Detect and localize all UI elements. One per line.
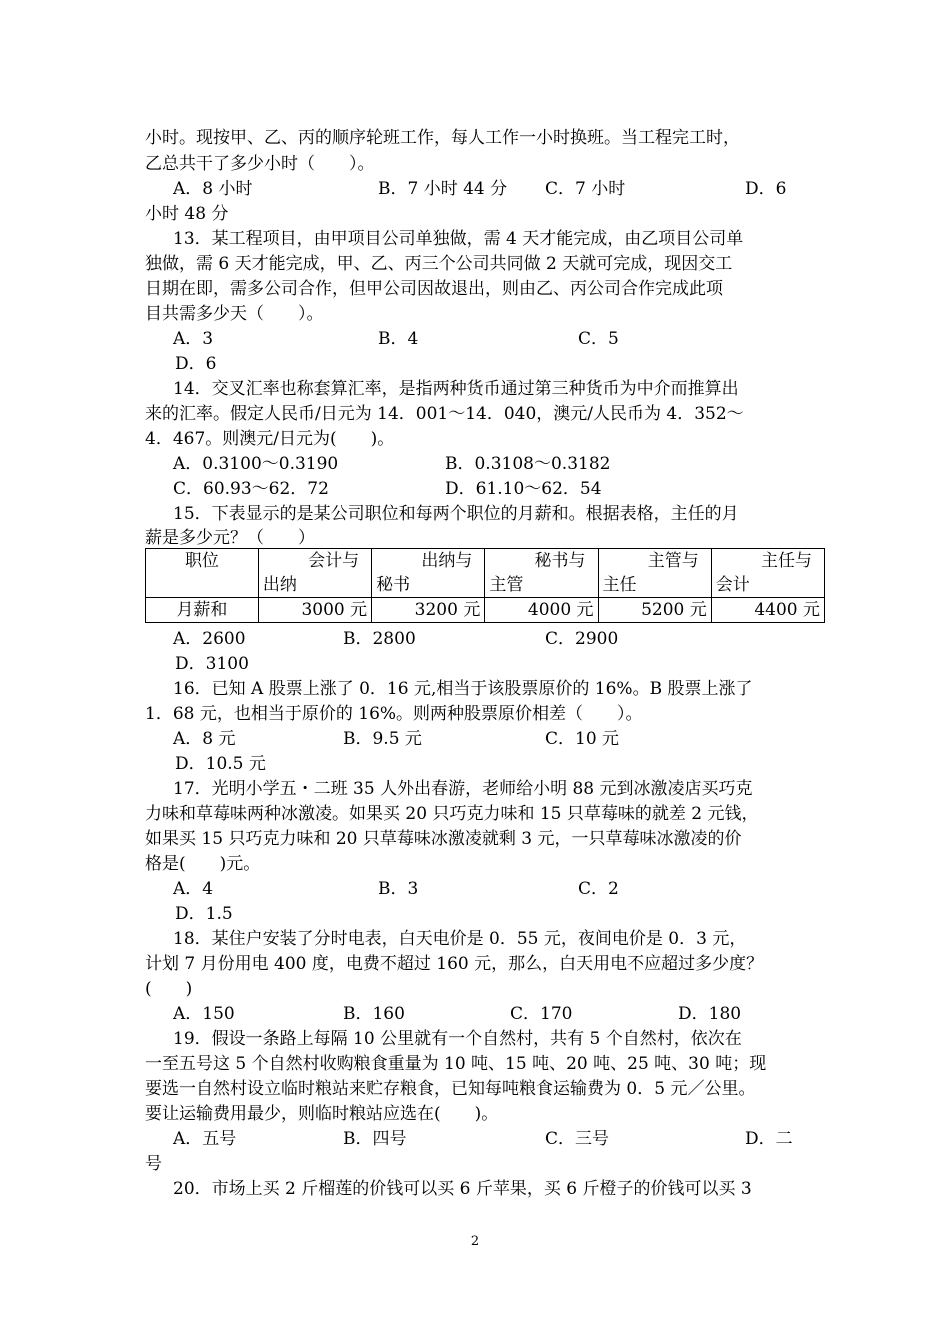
option-b: B．3 [378,879,419,899]
option-d: D．6 [745,179,787,199]
question-14: 14．交叉汇率也称套算汇率，是指两种货币通过第三种货币为中介而推算出 [173,379,739,399]
option-b: B．7 小时 44 分 [378,179,508,199]
option-d: D．6 [175,354,217,374]
text-line: 如果买 15 只巧克力味和 20 只草莓味冰激凌就剩 3 元，一只草莓味冰激凌的价 [145,829,742,849]
cell-text: 秘书 [376,575,411,595]
option-d: D．二 [745,1129,793,1149]
text-line: 小时 48 分 [145,204,229,224]
text-line: 一至五号这 5 个自然村收购粮食重量为 10 吨、15 吨、20 吨、25 吨、30 吨；现 [145,1054,767,1074]
option-a: A．五号 [173,1129,237,1149]
option-c: C．三号 [545,1129,610,1149]
option-a: A．2600 [173,629,246,649]
table-cell [711,549,824,598]
text-line: 小时。现按甲、乙、丙的顺序轮班工作，每人工作一小时换班。当工程完工时， [145,128,740,148]
cell-text: 主任与 [761,551,812,571]
table-cell [598,549,711,598]
text-line: 来的汇率。假定人民币/日元为 14．001～14．040，澳元/人民币为 4．352～ [145,404,744,424]
option-d: D．180 [678,1004,742,1024]
salary-table [145,548,825,623]
cell-text [150,573,254,597]
option-c: C．60.93～62．72 [173,479,329,499]
text-line: 力味和草莓味两种冰激凌。如果买 20 只巧克力味和 15 只草莓味的就差 2 元钱， [145,804,759,824]
cell-text: 职位 [184,551,219,571]
cell-text: 主管与 [647,551,699,571]
option-b: B．9.5 元 [343,729,422,749]
option-b: B．四号 [343,1129,407,1149]
text-line: 计划 7 月份用电 400 度，电费不超过 160 元，那么，白天用电不应超过多少度？ [145,954,764,974]
text-line: 1．68 元，也相当于原价的 16%。则两种股票原价相差（ ）。 [145,704,643,724]
question-15: 15．下表显示的是某公司职位和每两个职位的月薪和。根据表格，主任的月 [173,504,739,524]
table-cell [258,549,371,598]
cell-text: 出纳 [262,575,297,595]
text-line: 薪是多少元？（ ） [145,528,315,548]
question-16: 16．已知 A 股票上涨了 0．16 元,相当于该股票原价的 16%。B 股票上涨了 [173,679,753,699]
question-13: 13．某工程项目，由甲项目公司单独做，需 4 天才能完成，由乙项目公司单 [173,229,744,249]
question-19: 19．假设一条路上每隔 10 公里就有一个自然村，共有 5 个自然村，依次在 [173,1029,742,1049]
option-b: B．0.3108～0.3182 [445,454,611,474]
table-cell: 5200 元 [598,598,711,623]
option-a: A．8 小时 [173,179,253,199]
option-c: C．2 [578,879,619,899]
table-row [146,549,825,598]
option-c: C．10 元 [545,729,620,749]
table-cell: 4000 元 [485,598,598,623]
option-c: C．5 [578,329,619,349]
text-line: 独做，需 6 天才能完成，甲、乙、丙三个公司共同做 2 天就可完成，现因交工 [145,254,733,274]
table-row [146,598,825,623]
question-17: 17．光明小学五・二班 35 人外出春游，老师给小明 88 元到冰激凌店买巧克 [173,779,753,799]
text-line: 目共需多少天（ ）。 [145,304,324,324]
option-a: A．8 元 [173,729,236,749]
question-20: 20．市场上买 2 斤榴莲的价钱可以买 6 斤苹果，买 6 斤橙子的价钱可以买 3 [173,1179,752,1199]
text-line: ( ) [145,979,193,999]
option-c: C．2900 [545,629,619,649]
text-line: 要选一自然村设立临时粮站来贮存粮食，已知每吨粮食运输费为 0．5 元／公里。 [145,1079,756,1099]
text-line: 格是( )元。 [145,854,261,874]
option-d: D．1.5 [175,904,233,924]
option-d: D．61.10～62．54 [445,479,602,499]
option-b: B．160 [343,1004,405,1024]
option-a: A．3 [173,329,214,349]
option-c: C．170 [510,1004,573,1024]
text-line: 要让运输费用最少，则临时粮站应选在( )。 [145,1104,499,1124]
option-d: D．3100 [175,654,249,674]
table-cell: 3200 元 [372,598,485,623]
table-cell: 3000 元 [258,598,371,623]
cell-text: 会计 [715,575,750,595]
table-cell: 月薪和 [146,598,259,623]
option-a: A．150 [173,1004,235,1024]
text-line: 号 [145,1154,162,1174]
table-cell [146,549,259,598]
cell-text: 会计与 [308,551,360,571]
text-line: 4．467。则澳元/日元为( )。 [145,429,395,449]
text-line: 日期在即，需多公司合作，但甲公司因故退出，则由乙、丙公司合作完成此项 [145,279,723,299]
option-c: C．7 小时 [545,179,626,199]
cell-text: 主管 [489,575,524,595]
option-a: A．4 [173,879,214,899]
cell-text: 出纳与 [421,551,473,571]
option-b: B．4 [378,329,419,349]
option-a: A．0.3100～0.3190 [173,454,339,474]
table-cell [372,549,485,598]
table-cell [485,549,598,598]
table-cell: 4400 元 [711,598,824,623]
cell-text: 主任 [602,575,637,595]
text-line: 乙总共干了多少小时（ ）。 [145,154,375,174]
option-b: B．2800 [343,629,416,649]
cell-text: 秘书与 [534,551,586,571]
page-number: 2 [470,1234,480,1249]
question-18: 18．某住户安装了分时电表，白天电价是 0．55 元，夜间电价是 0．3 元， [173,929,747,949]
option-d: D．10.5 元 [175,754,266,774]
